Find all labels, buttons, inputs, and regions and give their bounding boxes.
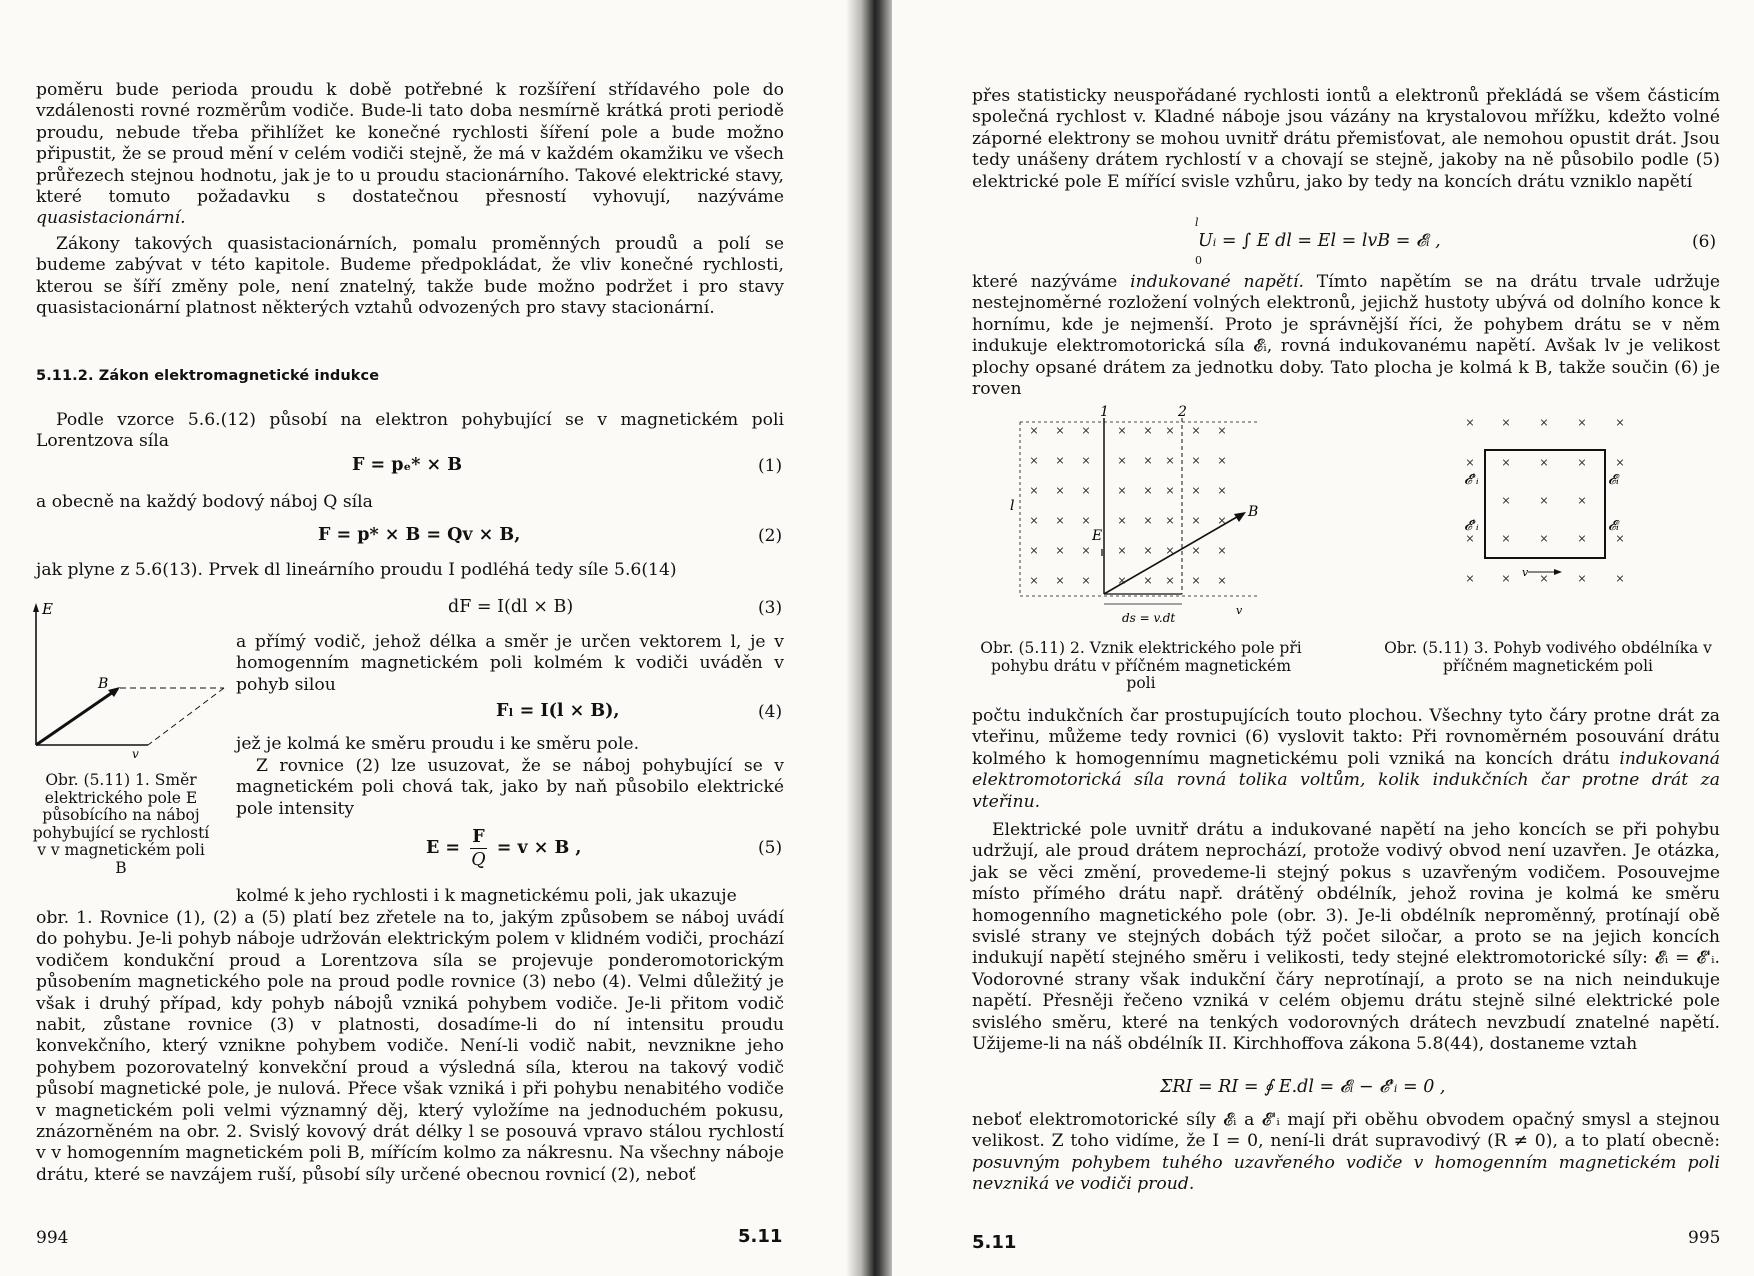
figure-3-caption: Obr. (5.11) 3. Pohyb vodivého obdélníka v příčném magnetickém poli xyxy=(1384,639,1712,675)
paragraph-text: Tímto napětím se na drátu trvale udržuje nestejnoměrné rozložení volných elektronů, jejichž hustoty ubývá od dolního konce k hornímu, kde je nejmenší. Proto je správnější říci, že pohybem drátu se v něm indukuje elektromotorická síla 𝓔ᵢ, rovná indukovanému napětí. Avšak lv je velikost plochy opsané drátem za jednotku doby. Tato plocha je kolmá k B, takže součin (6) je roven xyxy=(972,272,1721,400)
fig3-label-ei-prime: 𝓔'ᵢ xyxy=(1464,518,1479,534)
field-cross-mark: × xyxy=(1055,424,1065,437)
field-cross-mark: × xyxy=(1165,574,1175,587)
field-cross-mark: × xyxy=(1577,494,1587,507)
paragraph: Zákony takových quasistacionárních, pomalu proměnných proudů a polí se budeme zabývat v této kapitole. Budeme předpokládat, že vliv konečné rychlosti, kterou se šíří změny pole, není znatelný, takže bude možno podržet i pro stavy quasistacionární platnost některých vztahů odvozených pro stavy stacionární. xyxy=(36,234,784,319)
magnetic-field-crosses xyxy=(1465,416,1624,585)
field-cross-mark: × xyxy=(1501,416,1511,429)
field-cross-mark: × xyxy=(1465,456,1475,469)
equation-number: (5) xyxy=(758,838,783,858)
equation: F = p* × B = Qv × B, xyxy=(318,525,521,545)
field-cross-mark: × xyxy=(1191,424,1201,437)
field-cross-mark: × xyxy=(1577,572,1587,585)
field-cross-mark: × xyxy=(1539,456,1549,469)
right-page xyxy=(892,0,1754,1276)
paragraph: a obecně na každý bodový náboj Q síla xyxy=(36,492,373,512)
paragraph: Podle vzorce 5.6.(12) působí na elektron pohybující se v magnetickém poli Lorentzova síla xyxy=(36,410,784,452)
field-cross-mark: × xyxy=(1615,416,1625,429)
eq5-lhs: E = xyxy=(426,838,461,858)
figure-3 xyxy=(1448,412,1638,592)
paragraph: Z rovnice (2) lze usuzovat, že se náboj pohybující se v magnetickém poli chová tak, jako by naň působilo elektrické pole intensity xyxy=(236,756,784,819)
field-cross-mark: × xyxy=(1539,416,1549,429)
field-cross-mark: × xyxy=(1501,572,1511,585)
equation-number: (4) xyxy=(758,702,783,722)
field-cross-mark: × xyxy=(1029,544,1039,557)
equation-number: (2) xyxy=(758,526,783,546)
field-cross-mark: × xyxy=(1165,544,1175,557)
field-cross-mark: × xyxy=(1577,416,1587,429)
field-cross-mark: × xyxy=(1165,484,1175,497)
field-cross-mark: × xyxy=(1081,424,1091,437)
field-cross-mark: × xyxy=(1029,514,1039,527)
term-italic: quasistacionární. xyxy=(36,208,186,229)
equation: ΣRI = RI = ∮ E.dl = 𝓔ᵢ − 𝓔'ᵢ = 0 , xyxy=(1160,1077,1446,1097)
field-cross-mark: × xyxy=(1165,514,1175,527)
field-cross-mark: × xyxy=(1143,544,1153,557)
equation: Fₗ = I(l × B), xyxy=(496,701,620,721)
paragraph xyxy=(972,272,1720,400)
fig3-label-v: v xyxy=(1522,566,1529,579)
term-italic: posuvným pohybem tuhého uzavřeného vodiče v homogenním magnetickém poli nevzniká ve vodiči proud. xyxy=(972,1152,1720,1195)
fraction xyxy=(470,826,486,871)
fig1-label-v: v xyxy=(132,747,139,758)
paragraph: kolmé k jeho rychlosti i k magnetickému poli, jak ukazuje xyxy=(236,886,737,906)
fig2-label-B: B xyxy=(1248,504,1259,520)
fig1-label-E: E xyxy=(42,600,53,618)
field-cross-mark: × xyxy=(1577,456,1587,469)
paragraph xyxy=(36,80,784,230)
field-cross-mark: × xyxy=(1191,574,1201,587)
term-italic: indukovaná elektromotorická síla rovná tolika voltům, kolik indukčních čar protne drát za vteřinu. xyxy=(972,748,1721,812)
fig2-label-2: 2 xyxy=(1178,404,1187,420)
paragraph: přes statisticky neuspořádané rychlosti iontů a elektronů překládá se všem částicím společná rychlost v. Kladné náboje jsou vázány na krystalovou mřížku, kdežto volné záporné elektrony se mohou uvnitř drátu přemisťovat, ale nemohou opustit drát. Jsou tedy unášeny drátem rychlostí v a chovají se stejně, jakoby na ně působilo podle (5) elektrické pole E mířící svisle vzhůru, jako by tedy na koncích drátu vzniklo napětí xyxy=(972,86,1720,192)
field-cross-mark: × xyxy=(1615,532,1625,545)
paragraph-text: neboť elektromotorické síly 𝓔ᵢ a 𝓔'ᵢ mají při oběhu obvodem opačný smysl a stejnou velikost. Z toho vidíme, že I = 0, není-li drát supravodivý (R ≠ 0), a to platí obecně: xyxy=(972,1110,1720,1152)
field-cross-mark: × xyxy=(1539,494,1549,507)
field-cross-mark: × xyxy=(1081,574,1091,587)
paragraph: a přímý vodič, jehož délka a směr je určen vektorem l, je v homogenním magnetickém poli kolmém k vodiči uváděn v pohyb silou xyxy=(236,632,784,695)
eq5-rhs: = v × B , xyxy=(496,838,582,858)
figure-2 xyxy=(1010,404,1270,640)
field-cross-mark: × xyxy=(1081,514,1091,527)
field-cross-mark: × xyxy=(1117,454,1127,467)
field-cross-mark: × xyxy=(1217,544,1227,557)
figure-1 xyxy=(28,600,238,758)
equation-number: (3) xyxy=(758,598,783,618)
field-cross-mark: × xyxy=(1117,544,1127,557)
field-cross-mark: × xyxy=(1615,572,1625,585)
fig3-label-ei-prime: 𝓔'ᵢ xyxy=(1464,472,1479,488)
field-cross-mark: × xyxy=(1081,454,1091,467)
fig2-label-E: E xyxy=(1092,528,1103,544)
equation-integral-lower: 0 xyxy=(1195,254,1202,267)
field-cross-mark: × xyxy=(1465,532,1475,545)
equation-number: (6) xyxy=(1692,232,1717,252)
field-cross-mark: × xyxy=(1029,574,1039,587)
figure-1-caption: Obr. (5.11) 1. Směr elektrického pole E působícího na náboj pohybující se rychlostí v v magnetickém poli B xyxy=(32,771,210,877)
field-cross-mark: × xyxy=(1029,424,1039,437)
field-cross-mark: × xyxy=(1577,532,1587,545)
field-cross-mark: × xyxy=(1055,574,1065,587)
equation: dF = I(dl × B) xyxy=(448,597,574,617)
paragraph: jež je kolmá ke směru proudu i ke směru pole. xyxy=(236,734,640,754)
field-cross-mark: × xyxy=(1117,574,1127,587)
field-cross-mark: × xyxy=(1143,424,1153,437)
field-cross-mark: × xyxy=(1055,514,1065,527)
fig2-label-1: 1 xyxy=(1100,404,1109,420)
equation-number: (1) xyxy=(758,456,783,476)
field-cross-mark: × xyxy=(1465,416,1475,429)
field-cross-mark: × xyxy=(1217,454,1227,467)
paragraph: obr. 1. Rovnice (1), (2) a (5) platí bez zřetele na to, jakým způsobem se náboj uvádí do pohybu. Je-li pohyb náboje udržován elektrickým polem v klidném vodiči, prochází vodičem kondukční proud a Lorentzova síla se projevuje ponderomotorickým působením magnetického pole na proud podle rovnice (3) nebo (4). Velmi důležitý je však i druhý případ, kdy pohyb nábojů vzniká pohybem vodiče. Je-li přitom vodič nabit, zůstane rovnice (3) v platnosti, dosadíme-li do ní intensitu proudu konvekčního, který vznikne pohybem vodiče. Není-li vodič nabit, nevznikne jeho pohybem pozorovatelný konvekční proud a výsledná síla, kterou na takový vodič působí magnetické pole, je nulová. Přece však vzniká i při pohybu nenabitého vodiče v magnetickém poli velmi významný děj, který vyložíme na jednoduchém pokusu, znázorněném na obr. 2. Svislý kovový drát délky l se posouvá vpravo stálou rychlostí v v homogenním magnetickém poli B, mířícím kolmo za nákresnu. Na všechny náboje drátu, které se navzájem ruší, působí síly určené obecnou rovnicí (2), neboť xyxy=(36,908,784,1185)
field-cross-mark: × xyxy=(1501,494,1511,507)
paragraph-text: poměru bude perioda proudu k době potřebné k rozšíření střídavého pole do vzdálenosti rovné rozměrům vodiče. Bude-li tato doba nesmírně krátká proti periodě proudu, nebude třeba přihlížet ke konečné rychlosti šíření pole a bude možno připustit, že se proud mění v celém vodiči stejně, že má v každém okamžiku ve všech průřezech stejnou hodnotu, jak je to u proudu stacionárního. Takové elektrické stavy, které tomuto požadavku s dostatečnou přesností vyhovují, nazýváme xyxy=(36,80,784,208)
field-cross-mark: × xyxy=(1055,544,1065,557)
section-heading: 5.11.2. Zákon elektromagnetické indukce xyxy=(36,368,380,384)
field-cross-mark: × xyxy=(1191,544,1201,557)
paragraph: jak plyne z 5.6(13). Prvek dl lineárního proudu I podléhá tedy síle 5.6(14) xyxy=(36,560,677,580)
fig2-label-v: v xyxy=(1236,604,1243,617)
field-cross-mark: × xyxy=(1117,484,1127,497)
equation: F = pₑ* × B xyxy=(352,455,463,475)
fig1-label-B: B xyxy=(98,676,109,692)
field-cross-mark: × xyxy=(1055,454,1065,467)
paragraph-text: které nazýváme xyxy=(972,272,1118,292)
field-cross-mark: × xyxy=(1165,424,1175,437)
fig3-label-ei: 𝓔ᵢ xyxy=(1608,472,1619,488)
field-cross-mark: × xyxy=(1539,572,1549,585)
fig2-label-ds: ds = v.dt xyxy=(1122,611,1176,625)
left-page xyxy=(0,0,862,1276)
field-cross-mark: × xyxy=(1165,454,1175,467)
field-cross-mark: × xyxy=(1191,454,1201,467)
paragraph xyxy=(972,706,1720,813)
field-cross-mark: × xyxy=(1055,484,1065,497)
field-cross-mark: × xyxy=(1029,484,1039,497)
section-marker: 5.11 xyxy=(738,1226,783,1247)
fraction-numerator: F xyxy=(472,827,485,847)
equation xyxy=(426,826,581,871)
field-cross-mark: × xyxy=(1615,456,1625,469)
field-cross-mark: × xyxy=(1191,484,1201,497)
figure-2-caption: Obr. (5.11) 2. Vznik elektrického pole při pohybu drátu v příčném magnetickém poli xyxy=(980,639,1302,692)
field-cross-mark: × xyxy=(1081,544,1091,557)
field-cross-mark: × xyxy=(1217,424,1227,437)
fraction-denominator: Q xyxy=(471,850,486,870)
field-cross-mark: × xyxy=(1081,484,1091,497)
field-cross-mark: × xyxy=(1143,484,1153,497)
term-italic: indukované napětí. xyxy=(1130,272,1304,292)
field-cross-mark: × xyxy=(1539,532,1549,545)
equation: Uᵢ = ∫ E dl = El = lvB = 𝓔ᵢ , xyxy=(1198,231,1441,251)
field-cross-mark: × xyxy=(1143,574,1153,587)
field-cross-mark: × xyxy=(1117,424,1127,437)
field-cross-mark: × xyxy=(1465,572,1475,585)
field-cross-mark: × xyxy=(1143,454,1153,467)
field-cross-mark: × xyxy=(1029,454,1039,467)
field-cross-mark: × xyxy=(1501,532,1511,545)
paragraph xyxy=(972,1110,1720,1196)
fig3-label-ei: 𝓔ᵢ xyxy=(1608,518,1619,534)
field-cross-mark: × xyxy=(1217,574,1227,587)
magnetic-field-crosses xyxy=(1029,424,1226,587)
fig2-label-l: l xyxy=(1010,498,1015,514)
field-cross-mark: × xyxy=(1501,456,1511,469)
paragraph-text: počtu indukčních čar prostupujících touto plochou. Všechny tyto čáry protne drát za vteřinu, můžeme tedy rovnici (6) vyslovit takto: Při rovnoměrném posouvání drátu kolmého k homogennímu magnetickému poli vzniká na koncích drátu xyxy=(972,706,1720,769)
field-cross-mark: × xyxy=(1117,514,1127,527)
paragraph: Elektrické pole uvnitř drátu a indukované napětí na jeho koncích se při pohybu udržují, ale proud drátem neprochází, protože vodivý obvod není uzavřen. Je otázka, jak se věci změní, provedeme-li stejný pokus s uzavřeným vodičem. Posouvejme místo přímého drátu např. drátěný obdélník, jehož rovina je kolmá ke směru homogenního magnetického pole (obr. 3). Je-li obdélník neproměnný, protínají obě svislé strany ve stejných dobách týž počet siločar, a proto se na jejich koncích indukují napětí stejného směru i velikosti, tedy stejné elektromotorické síly: 𝓔ᵢ = 𝓔'ᵢ. Vodorovné strany však indukční čáry neprotínají, a proto se na nich neindukuje napětí. Přesněji řečeno vzniká v celém objemu drátu stejně silné elektrické pole svislého směru, které na tenkých vodorovných drátech nevzbudí znatelné napětí. Užijeme-li na náš obdélník II. Kirchhoffova zákona 5.8(44), dostaneme vztah xyxy=(972,820,1720,1055)
field-cross-mark: × xyxy=(1217,514,1227,527)
field-cross-mark: × xyxy=(1217,484,1227,497)
page-number: 995 xyxy=(1688,1228,1721,1248)
page-number: 994 xyxy=(36,1228,69,1248)
field-cross-mark: × xyxy=(1191,514,1201,527)
equation-integral: l xyxy=(1195,216,1199,229)
field-cross-mark: × xyxy=(1143,514,1153,527)
section-marker: 5.11 xyxy=(972,1232,1017,1253)
